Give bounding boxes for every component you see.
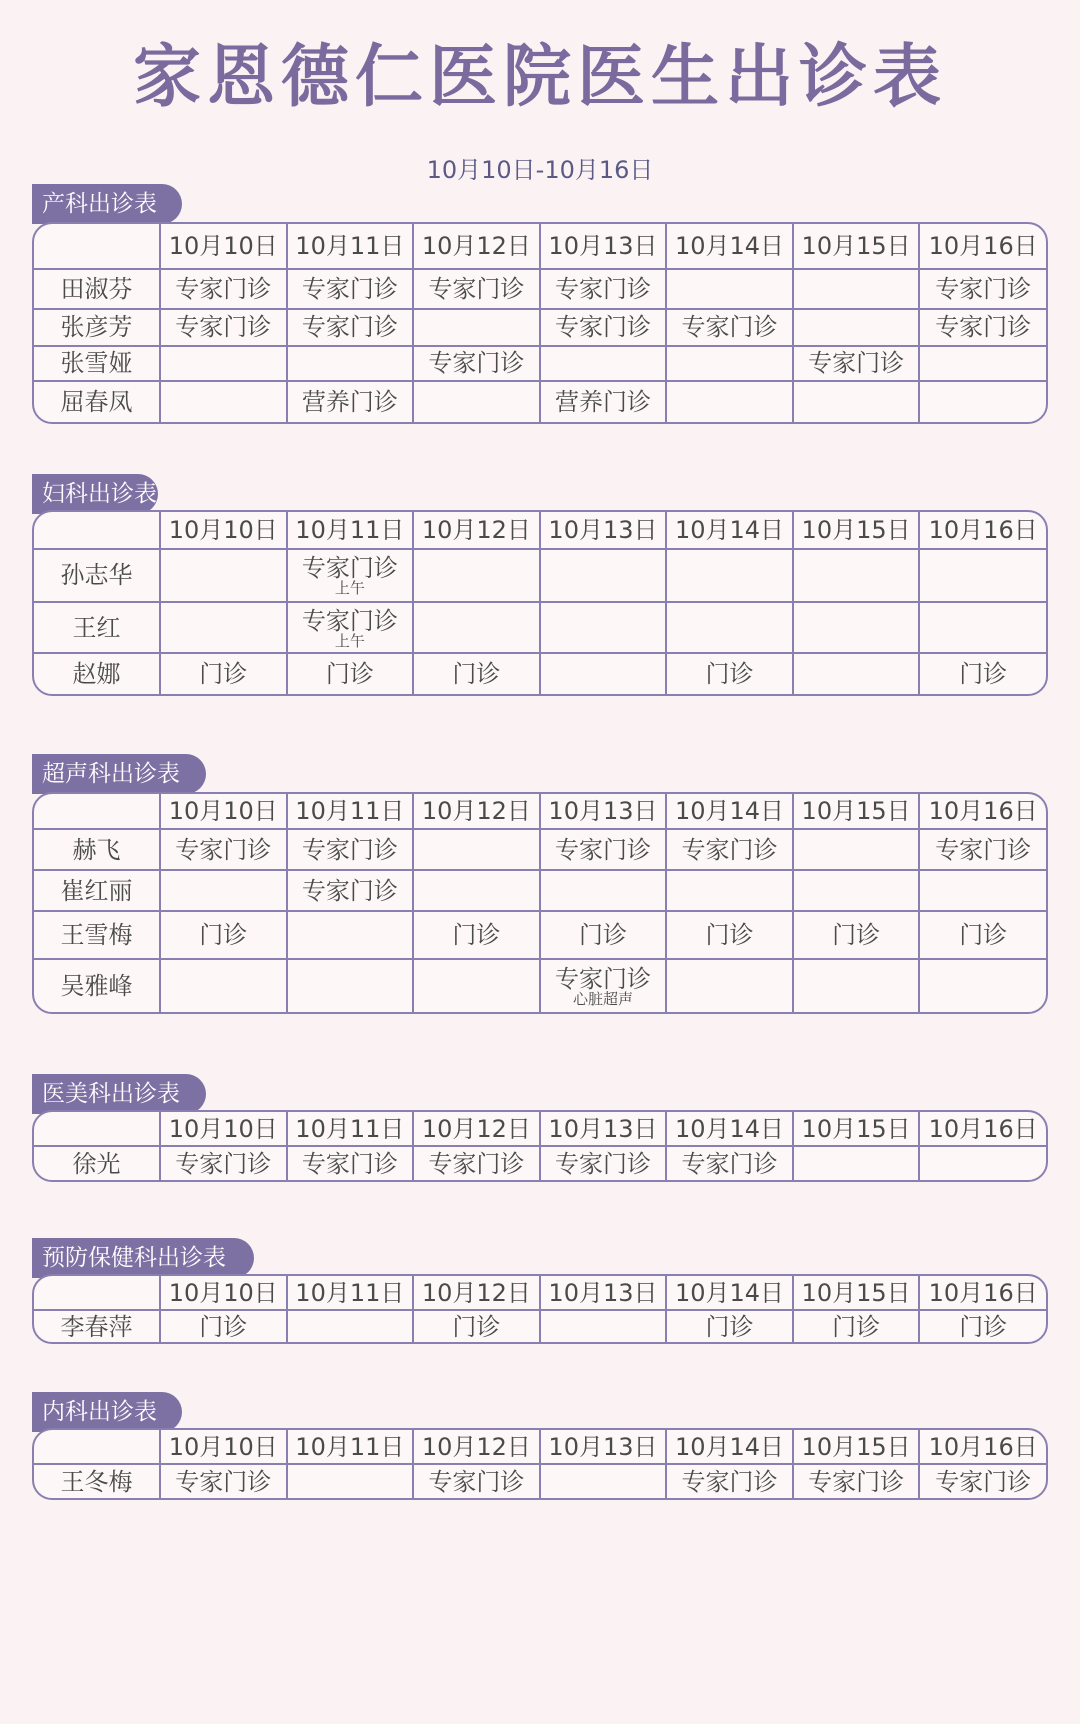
schedule-cell (919, 1310, 1046, 1342)
doctor-name: 张彦芳 (34, 309, 160, 346)
schedule-cell (666, 870, 793, 911)
table-row (34, 653, 1046, 694)
clinic-note: 上午 (334, 579, 365, 598)
schedule-cell (793, 1310, 920, 1342)
schedule-cell (919, 1464, 1046, 1498)
date-header: 10月15日 (793, 224, 920, 269)
doctor-name: 张雪娅 (34, 346, 160, 381)
clinic-note: 心脏超声 (572, 989, 633, 1008)
schedule-cell (287, 959, 414, 1013)
section-title: 内科出诊表 (32, 1392, 182, 1432)
date-header: 10月12日 (413, 224, 540, 269)
schedule-table (32, 1428, 1048, 1500)
clinic-type: 门诊 (452, 920, 501, 949)
schedule-cell (793, 346, 920, 381)
schedule-cell (919, 959, 1046, 1013)
schedule-cell (160, 309, 287, 346)
table-row (34, 346, 1046, 381)
schedule-cell (666, 959, 793, 1013)
date-header: 10月10日 (160, 1112, 287, 1146)
header-row (34, 1430, 1046, 1464)
doctor-name: 赫飞 (34, 829, 160, 870)
schedule-cell (540, 346, 667, 381)
corner-cell (34, 512, 160, 549)
schedule-cell (540, 911, 667, 958)
table-row (34, 381, 1046, 422)
schedule-cell (793, 309, 920, 346)
clinic-type: 专家门诊 (554, 964, 651, 993)
schedule-cell (666, 549, 793, 602)
schedule-cell (413, 346, 540, 381)
clinic-type: 门诊 (199, 660, 248, 689)
corner-cell (34, 794, 160, 829)
clinic-type: 门诊 (705, 1312, 754, 1341)
corner-cell (34, 1430, 160, 1464)
schedule-table (32, 1274, 1048, 1344)
clinic-type: 专家门诊 (808, 1467, 905, 1496)
clinic-type: 专家门诊 (428, 349, 525, 378)
schedule-cell (413, 653, 540, 694)
schedule-cell (540, 959, 667, 1013)
schedule-table (32, 510, 1048, 696)
clinic-type: 专家门诊 (808, 349, 905, 378)
clinic-type: 门诊 (705, 920, 754, 949)
date-header: 10月13日 (540, 794, 667, 829)
clinic-type: 专家门诊 (301, 554, 398, 583)
schedule-cell (287, 870, 414, 911)
date-header: 10月13日 (540, 1276, 667, 1310)
clinic-type: 专家门诊 (175, 1467, 272, 1496)
doctor-name: 吴雅峰 (34, 959, 160, 1013)
schedule-cell (540, 549, 667, 602)
table-row (34, 870, 1046, 911)
clinic-type: 专家门诊 (935, 1467, 1032, 1496)
schedule-cell (919, 346, 1046, 381)
clinic-type: 专家门诊 (301, 876, 398, 905)
schedule-cell (793, 602, 920, 653)
section-title: 产科出诊表 (32, 184, 182, 224)
clinic-type: 专家门诊 (301, 313, 398, 342)
clinic-type: 营养门诊 (554, 387, 651, 416)
schedule-cell (540, 1464, 667, 1498)
schedule-cell (287, 309, 414, 346)
schedule-cell (413, 959, 540, 1013)
schedule-cell (793, 959, 920, 1013)
schedule-cell (666, 653, 793, 694)
date-header: 10月11日 (287, 1430, 414, 1464)
clinic-type: 专家门诊 (935, 274, 1032, 303)
schedule-cell (919, 1146, 1046, 1180)
doctor-name: 屈春凤 (34, 381, 160, 422)
date-header: 10月13日 (540, 512, 667, 549)
schedule-cell (160, 870, 287, 911)
table-row (34, 269, 1046, 308)
section-title: 预防保健科出诊表 (32, 1238, 254, 1278)
page-title: 家恩德仁医院医生出诊表 (132, 38, 947, 117)
corner-cell (34, 1112, 160, 1146)
date-header: 10月10日 (160, 224, 287, 269)
clinic-type: 门诊 (578, 920, 627, 949)
schedule-cell (160, 602, 287, 653)
clinic-type: 专家门诊 (175, 835, 272, 864)
date-header: 10月10日 (160, 1276, 287, 1310)
schedule-cell (540, 269, 667, 308)
schedule-cell (287, 911, 414, 958)
schedule-cell (666, 381, 793, 422)
date-header: 10月16日 (919, 1276, 1046, 1310)
date-header: 10月16日 (919, 512, 1046, 549)
schedule-cell (287, 1464, 414, 1498)
clinic-type: 专家门诊 (554, 274, 651, 303)
schedule-cell (540, 829, 667, 870)
schedule-cell (413, 829, 540, 870)
doctor-name: 王红 (34, 602, 160, 653)
date-header: 10月12日 (413, 1112, 540, 1146)
header-row (34, 1276, 1046, 1310)
clinic-type: 门诊 (832, 920, 881, 949)
date-header: 10月16日 (919, 1430, 1046, 1464)
schedule-cell (666, 346, 793, 381)
schedule-cell (287, 602, 414, 653)
date-header: 10月16日 (919, 1112, 1046, 1146)
schedule-cell (919, 653, 1046, 694)
date-header: 10月14日 (666, 1276, 793, 1310)
schedule-cell (540, 309, 667, 346)
schedule-cell (160, 1464, 287, 1498)
date-header: 10月10日 (160, 1430, 287, 1464)
schedule-table (32, 222, 1048, 424)
date-header: 10月15日 (793, 1276, 920, 1310)
clinic-type: 门诊 (832, 1312, 881, 1341)
clinic-type: 门诊 (705, 660, 754, 689)
corner-cell (34, 224, 160, 269)
date-header: 10月14日 (666, 1430, 793, 1464)
clinic-type: 专家门诊 (175, 1149, 272, 1178)
clinic-type: 门诊 (199, 1312, 248, 1341)
schedule-cell (666, 1464, 793, 1498)
clinic-note: 上午 (334, 631, 365, 650)
schedule-cell (160, 549, 287, 602)
table-row (34, 829, 1046, 870)
schedule-cell (540, 1310, 667, 1342)
doctor-name: 李春萍 (34, 1310, 160, 1342)
clinic-type: 专家门诊 (175, 274, 272, 303)
schedule-cell (919, 381, 1046, 422)
header-row (34, 794, 1046, 829)
schedule-cell (793, 1464, 920, 1498)
schedule-cell (919, 549, 1046, 602)
table-row (34, 602, 1046, 653)
date-header: 10月11日 (287, 1112, 414, 1146)
schedule-cell (160, 829, 287, 870)
schedule-cell (413, 1310, 540, 1342)
section-title: 妇科出诊表 (32, 474, 158, 514)
date-header: 10月10日 (160, 794, 287, 829)
schedule-cell (413, 549, 540, 602)
schedule-cell (919, 829, 1046, 870)
schedule-table (32, 792, 1048, 1014)
clinic-type: 专家门诊 (681, 835, 778, 864)
date-header: 10月14日 (666, 512, 793, 549)
table-row (34, 1464, 1046, 1498)
clinic-type: 门诊 (452, 1312, 501, 1341)
table-row (34, 959, 1046, 1013)
schedule-cell (919, 911, 1046, 958)
section-title: 超声科出诊表 (32, 754, 206, 794)
schedule-cell (413, 602, 540, 653)
table-row (34, 1146, 1046, 1180)
schedule-cell (160, 1146, 287, 1180)
schedule-cell (160, 269, 287, 308)
schedule-cell (287, 1146, 414, 1180)
clinic-type: 专家门诊 (428, 1149, 525, 1178)
schedule-cell (666, 911, 793, 958)
date-header: 10月14日 (666, 224, 793, 269)
schedule-cell (160, 346, 287, 381)
date-header: 10月12日 (413, 794, 540, 829)
table-row (34, 309, 1046, 346)
schedule-cell (793, 1146, 920, 1180)
schedule-cell (793, 911, 920, 958)
corner-cell (34, 1276, 160, 1310)
header-row (34, 1112, 1046, 1146)
doctor-name: 王雪梅 (34, 911, 160, 958)
clinic-type: 专家门诊 (681, 1467, 778, 1496)
clinic-type: 专家门诊 (301, 1149, 398, 1178)
clinic-type: 门诊 (959, 920, 1008, 949)
schedule-cell (540, 602, 667, 653)
date-header: 10月15日 (793, 512, 920, 549)
date-header: 10月14日 (666, 1112, 793, 1146)
clinic-type: 门诊 (325, 660, 374, 689)
date-header: 10月12日 (413, 512, 540, 549)
schedule-cell (919, 602, 1046, 653)
schedule-cell (413, 309, 540, 346)
table-row (34, 911, 1046, 958)
clinic-type: 门诊 (199, 920, 248, 949)
clinic-type: 营养门诊 (301, 387, 398, 416)
clinic-type: 专家门诊 (428, 274, 525, 303)
schedule-cell (287, 549, 414, 602)
doctor-name: 赵娜 (34, 653, 160, 694)
schedule-cell (287, 346, 414, 381)
schedule-cell (666, 1310, 793, 1342)
schedule-cell (287, 829, 414, 870)
clinic-type: 专家门诊 (175, 313, 272, 342)
date-header: 10月12日 (413, 1430, 540, 1464)
clinic-type: 专家门诊 (935, 313, 1032, 342)
schedule-cell (160, 653, 287, 694)
clinic-type: 专家门诊 (554, 1149, 651, 1178)
date-header: 10月10日 (160, 512, 287, 549)
schedule-cell (287, 653, 414, 694)
date-header: 10月11日 (287, 1276, 414, 1310)
clinic-type: 专家门诊 (301, 606, 398, 635)
schedule-cell (793, 549, 920, 602)
schedule-cell (160, 959, 287, 1013)
clinic-type: 门诊 (959, 660, 1008, 689)
schedule-cell (540, 653, 667, 694)
schedule-cell (413, 911, 540, 958)
schedule-cell (413, 381, 540, 422)
schedule-cell (413, 870, 540, 911)
header-row (34, 512, 1046, 549)
schedule-cell (666, 602, 793, 653)
schedule-cell (160, 1310, 287, 1342)
schedule-cell (160, 381, 287, 422)
schedule-cell (666, 269, 793, 308)
schedule-cell (919, 269, 1046, 308)
date-header: 10月11日 (287, 512, 414, 549)
date-header: 10月15日 (793, 1430, 920, 1464)
doctor-name: 崔红丽 (34, 870, 160, 911)
doctor-name: 王冬梅 (34, 1464, 160, 1498)
date-header: 10月14日 (666, 794, 793, 829)
schedule-cell (413, 1464, 540, 1498)
date-range: 10月10日-10月16日 (426, 156, 654, 184)
schedule-cell (666, 309, 793, 346)
schedule-cell (793, 870, 920, 911)
date-header: 10月11日 (287, 794, 414, 829)
table-row (34, 549, 1046, 602)
date-header: 10月16日 (919, 794, 1046, 829)
schedule-cell (287, 381, 414, 422)
date-header: 10月16日 (919, 224, 1046, 269)
header-row (34, 224, 1046, 269)
clinic-type: 专家门诊 (935, 835, 1032, 864)
date-header: 10月15日 (793, 1112, 920, 1146)
schedule-table (32, 1110, 1048, 1182)
doctor-name: 徐光 (34, 1146, 160, 1180)
section-title: 医美科出诊表 (32, 1074, 206, 1114)
schedule-cell (160, 911, 287, 958)
clinic-type: 专家门诊 (428, 1467, 525, 1496)
date-header: 10月13日 (540, 1430, 667, 1464)
schedule-cell (793, 381, 920, 422)
clinic-type: 专家门诊 (681, 313, 778, 342)
date-header: 10月11日 (287, 224, 414, 269)
schedule-cell (540, 1146, 667, 1180)
date-header: 10月12日 (413, 1276, 540, 1310)
clinic-type: 专家门诊 (554, 313, 651, 342)
doctor-name: 田淑芬 (34, 269, 160, 308)
date-header: 10月15日 (793, 794, 920, 829)
schedule-cell (413, 269, 540, 308)
schedule-cell (919, 870, 1046, 911)
schedule-cell (793, 653, 920, 694)
date-header: 10月13日 (540, 224, 667, 269)
schedule-cell (793, 269, 920, 308)
clinic-type: 专家门诊 (301, 835, 398, 864)
schedule-cell (287, 1310, 414, 1342)
schedule-cell (540, 870, 667, 911)
clinic-type: 专家门诊 (554, 835, 651, 864)
doctor-name: 孙志华 (34, 549, 160, 602)
schedule-cell (540, 381, 667, 422)
schedule-cell (919, 309, 1046, 346)
schedule-cell (666, 1146, 793, 1180)
clinic-type: 门诊 (959, 1312, 1008, 1341)
schedule-cell (287, 269, 414, 308)
clinic-type: 专家门诊 (681, 1149, 778, 1178)
date-header: 10月13日 (540, 1112, 667, 1146)
clinic-type: 门诊 (452, 660, 501, 689)
schedule-cell (793, 829, 920, 870)
table-row (34, 1310, 1046, 1342)
schedule-cell (413, 1146, 540, 1180)
clinic-type: 专家门诊 (301, 274, 398, 303)
schedule-cell (666, 829, 793, 870)
